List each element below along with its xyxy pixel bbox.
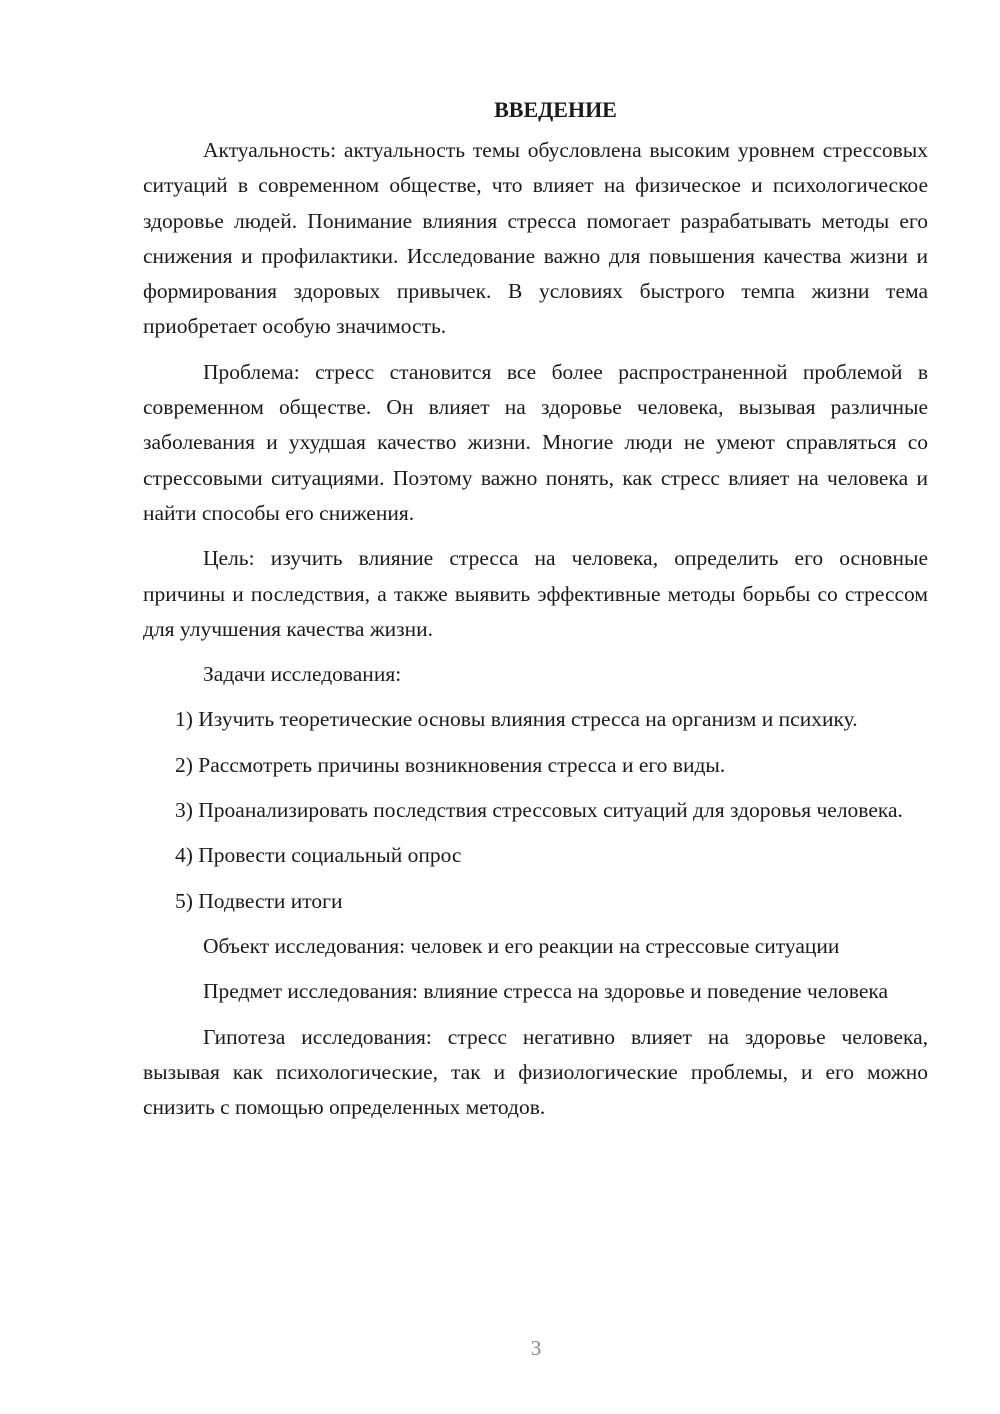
tasks-heading: Задачи исследования:: [203, 662, 402, 687]
task-item-1: 1) Изучить теоретические основы влияния стресса на организм и психику.: [175, 707, 858, 732]
task-item-2: 2) Рассмотреть причины возникновения стресса и его виды.: [175, 752, 726, 777]
problem-paragraph: Проблема: стресс становится все более распространенной проблемой в современном обществе. Он влияет на здоровье человека, вызывая различные заболевания и ухудшая качество жизни. Многие люди не умеют справляться со стрессовыми ситуациями. Поэтому важно понять, как стресс влияет на человека и найти способы его снижения.: [143, 359, 928, 525]
subject-paragraph: Предмет исследования: влияние стресса на здоровье и поведение человека: [203, 979, 889, 1004]
object-paragraph: Объект исследования: человек и его реакции на стрессовые ситуации: [203, 933, 840, 958]
page-title: ВВЕДЕНИЕ: [494, 97, 617, 122]
hypothesis-paragraph: Гипотеза исследования: стресс негативно влияет на здоровье человека, вызывая как психологические, так и физиологические проблемы, и его можно снизить с помощью определенных методов.: [143, 1024, 928, 1120]
task-item-5: 5) Подвести итоги: [175, 888, 343, 913]
page-number: 3: [530, 1336, 542, 1360]
task-item-4: 4) Провести социальный опрос: [175, 843, 462, 868]
page-content: [143, 92, 928, 1135]
relevance-paragraph: Актуальность: актуальность темы обусловлена высоким уровнем стрессовых ситуаций в современном обществе, что влияет на физическое и психологическое здоровье людей. Понимание влияния стресса помогает разрабатывать методы его снижения и профилактики. Исследование важно для повышения качества жизни и формирования здоровых привычек. В условиях быстрого темпа жизни тема приобретает особую значимость.: [143, 138, 928, 339]
goal-paragraph: Цель: изучить влияние стресса на человека, определить его основные причины и последствия, а также выявить эффективные методы борьбы со стрессом для улучшения качества жизни.: [143, 546, 928, 641]
task-item-3: 3) Проанализировать последствия стрессовых ситуаций для здоровья человека.: [175, 798, 903, 823]
